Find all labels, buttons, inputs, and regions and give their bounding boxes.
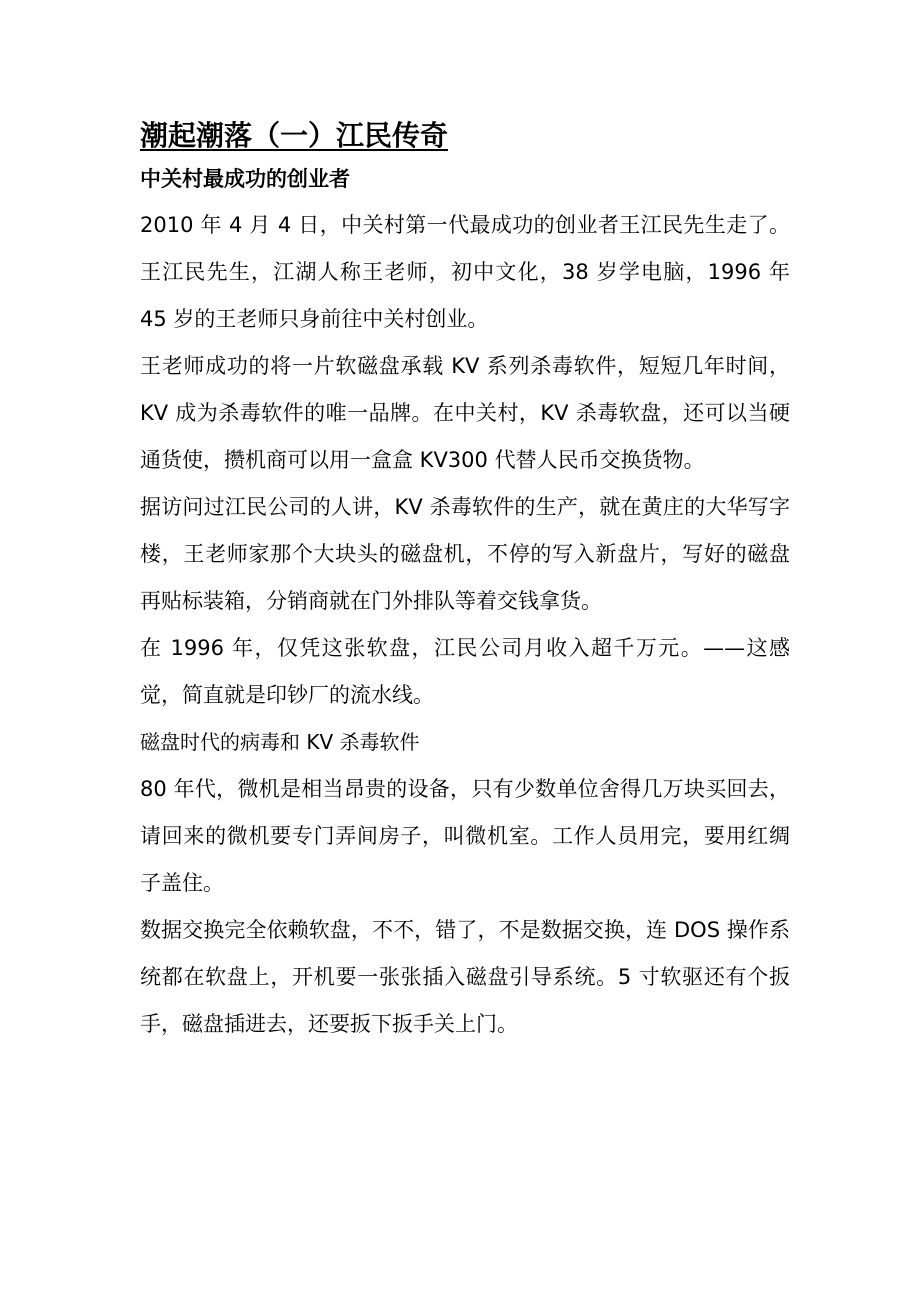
paragraph-3: 据访问过江民公司的人讲，KV 杀毒软件的生产，就在黄庄的大华写字楼，王老师家那个大块头的磁盘机，不停的写入新盘片，写好的磁盘再贴标装箱，分销商就在门外排队等着交钱拿货。: [140, 495, 790, 613]
section-heading: 磁盘时代的病毒和 KV 杀毒软件: [140, 730, 420, 754]
section-paragraph-2: 数据交换完全依赖软盘，不不，错了，不是数据交换，连 DOS 操作系统都在软盘上，开机要一张张插入磁盘引导系统。5 寸软驱还有个扳手，磁盘插进去，还要扳下扳手关上门。: [140, 918, 790, 1036]
document-body: [140, 114, 790, 1048]
section-paragraph-1: 80 年代，微机是相当昂贵的设备，只有少数单位舍得几万块买回去，请回来的微机要专门弄间房子，叫微机室。工作人员用完，要用红绸子盖住。: [140, 777, 790, 895]
document-subtitle: 中关村最成功的创业者: [140, 167, 350, 191]
paragraph-2: 王老师成功的将一片软磁盘承载 KV 系列杀毒软件，短短几年时间，KV 成为杀毒软件的唯一品牌。在中关村，KV 杀毒软盘，还可以当硬通货使，攒机商可以用一盒盒 KV300 代替人民币交换货物。: [140, 354, 790, 472]
document-title: 潮起潮落（一）江民传奇: [140, 119, 449, 152]
paragraph-4: 在 1996 年，仅凭这张软盘，江民公司月收入超千万元。——这感觉，简直就是印钞厂的流水线。: [140, 636, 790, 707]
paragraph-1: 2010 年 4 月 4 日，中关村第一代最成功的创业者王江民先生走了。王江民先生，江湖人称王老师，初中文化，38 岁学电脑，1996 年 45 岁的王老师只身前往中关村创业。: [140, 213, 790, 331]
